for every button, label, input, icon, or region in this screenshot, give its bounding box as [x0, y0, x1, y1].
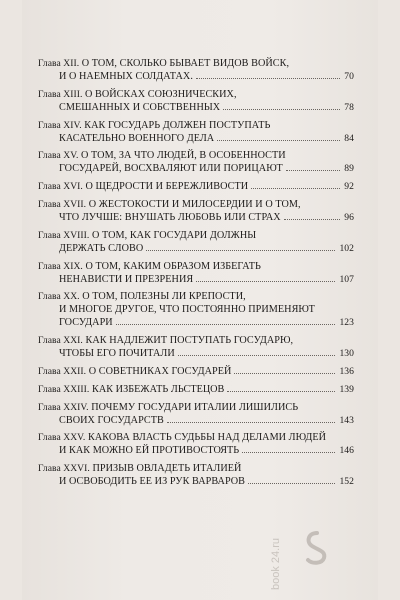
chapter-label: Глава XV. — [38, 150, 79, 162]
toc-entry-continuation-line — [38, 132, 354, 145]
toc-entry-continuation-line — [38, 414, 354, 427]
watermark-text: book 24.ru — [270, 538, 282, 590]
chapter-label: Глава XIII. — [38, 88, 83, 100]
chapter-title-line: И О НАЕМНЫХ СОЛДАТАХ. — [59, 71, 193, 82]
toc-entry-first-line — [38, 57, 354, 70]
chapter-title-line: О ТОМ, ЗА ЧТО ЛЮДЕЙ, В ОСОБЕННОСТИ — [81, 150, 286, 162]
toc-entry-first-line — [38, 431, 354, 444]
toc-entry — [38, 401, 354, 427]
chapter-label: Глава XII. — [38, 58, 80, 69]
chapter-title-line: О ВОЙСКАХ СОЮЗНИЧЕСКИХ, — [85, 88, 237, 100]
chapter-label: Глава XIV. — [38, 119, 82, 131]
toc-entry — [38, 260, 354, 286]
chapter-label: Глава XXIV. — [38, 401, 89, 413]
toc-entry-first-line — [38, 383, 354, 396]
chapter-title-line: ЧТОБЫ ЕГО ПОЧИТАЛИ — [59, 348, 175, 360]
toc-entry — [38, 198, 354, 224]
page-number: 136 — [339, 365, 354, 377]
dot-leader — [167, 415, 336, 423]
page-number: 107 — [339, 273, 354, 285]
chapter-label: Глава XXIII. — [38, 383, 90, 395]
dot-leader — [196, 71, 340, 79]
dot-leader — [227, 384, 335, 392]
toc-entry-continuation-line — [38, 242, 354, 255]
page-number: 139 — [339, 383, 354, 395]
chapter-title-line: О ТОМ, КАК ГОСУДАРИ ДОЛЖНЫ — [91, 229, 257, 241]
toc-entry-continuation-line — [38, 475, 354, 488]
chapter-title-line: О ТОМ, СКОЛЬКО БЫВАЕТ ВИДОВ ВОЙСК, — [81, 58, 290, 69]
chapter-title-line: О ЖЕСТОКОСТИ И МИЛОСЕРДИИ И О ТОМ, — [88, 198, 301, 210]
toc-entry-first-line — [38, 198, 354, 211]
toc-entry-first-line — [38, 119, 354, 132]
toc-entry-continuation-line — [38, 316, 354, 329]
dot-leader — [242, 445, 335, 453]
chapter-title-line: О ТОМ, КАКИМ ОБРАЗОМ ИЗБЕГАТЬ — [85, 260, 261, 272]
toc-entry — [38, 180, 354, 193]
toc-entry — [38, 119, 354, 145]
chapter-title-line: КАКОВА ВЛАСТЬ СУДЬБЫ НАД ДЕЛАМИ ЛЮДЕЙ — [88, 432, 327, 444]
table-of-contents — [38, 57, 354, 493]
book24-logo-icon — [302, 530, 332, 566]
chapter-title-line: О ЩЕДРОСТИ И БЕРЕЖЛИВОСТИ — [85, 181, 249, 193]
page-number: 143 — [339, 414, 354, 426]
page-number: 102 — [339, 242, 354, 254]
toc-entry-continuation-line — [38, 211, 354, 224]
page-number: 84 — [344, 132, 354, 144]
page-number: 89 — [344, 163, 354, 175]
toc-entry — [38, 229, 354, 255]
toc-entry — [38, 149, 354, 175]
chapter-label: Глава XIX. — [38, 260, 83, 272]
toc-entry-first-line — [38, 334, 354, 347]
toc-entry — [38, 334, 354, 360]
page-number: 96 — [344, 211, 354, 223]
toc-entry-continuation-line — [38, 347, 354, 360]
toc-entry-continuation-line — [38, 273, 354, 286]
toc-entry-continuation-line — [38, 444, 354, 457]
dot-leader — [178, 348, 336, 356]
chapter-title-line: ПРИЗЫВ ОВЛАДЕТЬ ИТАЛИЕЙ — [92, 463, 242, 475]
chapter-title-line: И МНОГОЕ ДРУГОЕ, ЧТО ПОСТОЯННО ПРИМЕНЯЮТ — [59, 304, 315, 316]
chapter-title-line: НЕНАВИСТИ И ПРЕЗРЕНИЯ — [59, 273, 194, 285]
toc-entry — [38, 431, 354, 457]
toc-entry-continuation-line — [38, 303, 354, 316]
chapter-label: Глава XXVI. — [38, 463, 90, 475]
toc-entry-first-line — [38, 401, 354, 414]
chapter-title-line: КАСАТЕЛЬНО ВОЕННОГО ДЕЛА — [59, 132, 215, 144]
chapter-title-line: ГОСУДАРИ — [59, 317, 113, 329]
toc-entry — [38, 57, 354, 83]
toc-entry-continuation-line — [38, 162, 354, 175]
dot-leader — [284, 212, 341, 220]
chapter-title-line: ГОСУДАРЕЙ, ВОСХВАЛЯЮТ ИЛИ ПОРИЦАЮТ — [59, 163, 283, 175]
chapter-label: Глава XVI. — [38, 181, 83, 193]
chapter-title-line: КАК ИЗБЕЖАТЬ ЛЬСТЕЦОВ — [91, 383, 225, 395]
chapter-title-line: СВОИХ ГОСУДАРСТВ — [59, 414, 164, 426]
chapter-label: Глава XX. — [38, 291, 80, 303]
chapter-title-line: И КАК МОЖНО ЕЙ ПРОТИВОСТОЯТЬ — [59, 445, 240, 457]
dot-leader — [196, 274, 335, 282]
page-number: 146 — [339, 445, 354, 457]
toc-entry-first-line — [38, 88, 354, 101]
toc-entry — [38, 365, 354, 378]
chapter-title-line: О ТОМ, ПОЛЕЗНЫ ЛИ КРЕПОСТИ, — [82, 291, 246, 303]
toc-entry — [38, 88, 354, 114]
chapter-label: Глава XVIII. — [38, 229, 90, 241]
toc-entry-first-line — [38, 290, 354, 303]
toc-entry-continuation-line — [38, 101, 354, 114]
toc-entry — [38, 383, 354, 396]
dot-leader — [248, 476, 335, 484]
toc-entry-first-line — [38, 365, 354, 378]
chapter-title-line: И ОСВОБОДИТЬ ЕЕ ИЗ РУК ВАРВАРОВ — [59, 476, 246, 488]
page-number: 70 — [344, 71, 354, 82]
chapter-title-line: О СОВЕТНИКАХ ГОСУДАРЕЙ — [88, 365, 232, 377]
toc-entry-first-line — [38, 229, 354, 242]
chapter-title-line: КАК НАДЛЕЖИТ ПОСТУПАТЬ ГОСУДАРЮ, — [85, 335, 294, 347]
chapter-title-line: СМЕШАННЫХ И СОБСТВЕННЫХ — [59, 101, 221, 113]
dot-leader — [286, 163, 341, 171]
toc-entry-first-line — [38, 149, 354, 162]
page-number: 130 — [339, 348, 354, 360]
chapter-label: Глава XXII. — [38, 365, 87, 377]
dot-leader — [146, 243, 335, 251]
toc-entry-first-line — [38, 462, 354, 475]
page-number: 123 — [339, 317, 354, 329]
chapter-title-line: КАК ГОСУДАРЬ ДОЛЖЕН ПОСТУПАТЬ — [84, 119, 271, 131]
chapter-title-line: ДЕРЖАТЬ СЛОВО — [59, 242, 144, 254]
dot-leader — [234, 366, 335, 374]
dot-leader — [116, 317, 336, 325]
toc-entry-first-line — [38, 260, 354, 273]
page-number: 152 — [339, 476, 354, 488]
toc-entry — [38, 462, 354, 488]
page-number: 78 — [344, 101, 354, 113]
toc-entry-continuation-line — [38, 70, 354, 83]
chapter-label: Глава XXI. — [38, 335, 83, 347]
chapter-label: Глава XVII. — [38, 198, 87, 210]
toc-entry-first-line — [38, 180, 354, 193]
dot-leader — [223, 102, 340, 110]
dot-leader — [251, 181, 340, 189]
chapter-title-line: ПОЧЕМУ ГОСУДАРИ ИТАЛИИ ЛИШИЛИСЬ — [91, 401, 299, 413]
chapter-title-line: ЧТО ЛУЧШЕ: ВНУШАТЬ ЛЮБОВЬ ИЛИ СТРАХ — [59, 211, 281, 223]
page-number: 92 — [344, 181, 354, 193]
dot-leader — [217, 133, 340, 141]
chapter-label: Глава XXV. — [38, 432, 86, 444]
toc-entry — [38, 290, 354, 329]
